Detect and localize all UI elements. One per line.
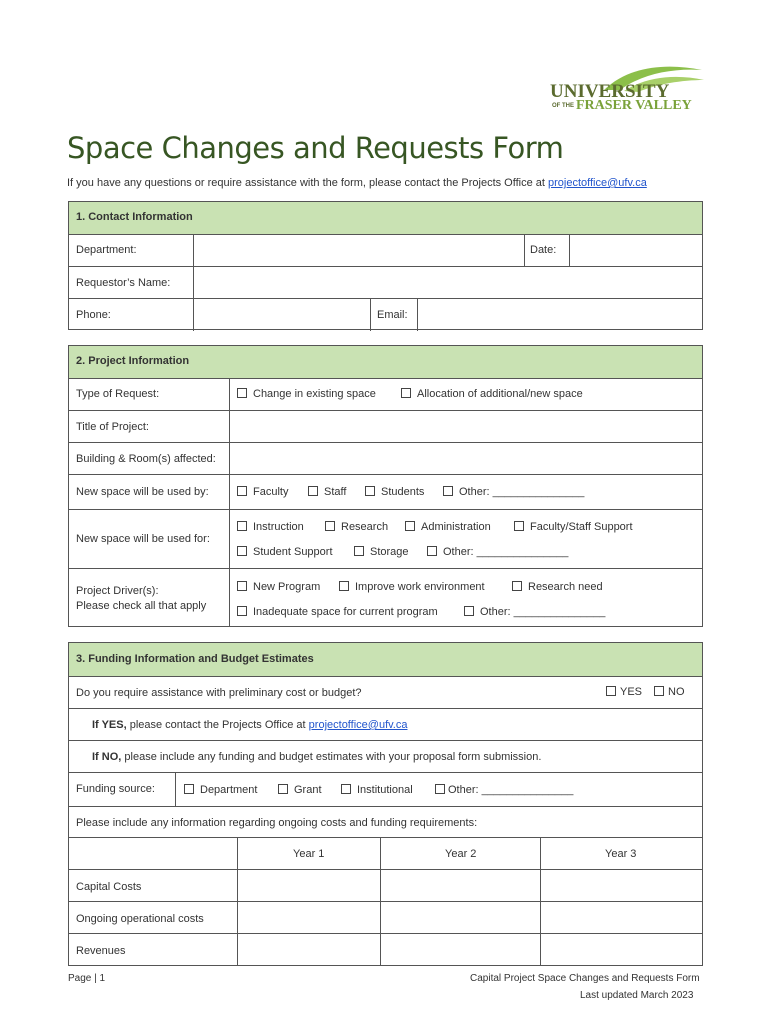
logo-university: UNIVERSITY <box>550 81 670 102</box>
option-faculty[interactable] <box>237 486 288 498</box>
option-research-need[interactable] <box>512 581 603 593</box>
option-label: YES <box>620 686 643 698</box>
assistance-question: Do you require assistance with preliminary cost or budget? <box>76 687 362 699</box>
option-instruction[interactable] <box>237 521 304 533</box>
row-assistance <box>69 676 702 708</box>
phone-field[interactable] <box>194 299 370 330</box>
used-by-label: New space will be used by: <box>76 486 209 498</box>
intro-email-link[interactable]: projectoffice@ufv.ca <box>548 177 647 189</box>
option-label: Storage <box>370 546 409 558</box>
option-label: Students <box>381 486 425 498</box>
checkbox[interactable] <box>514 521 524 531</box>
checkbox[interactable] <box>443 486 453 496</box>
option-students[interactable] <box>365 486 424 498</box>
option-label: Research <box>341 521 389 533</box>
section3-heading: 3. Funding Information and Budget Estimates <box>76 653 314 665</box>
option-label: Other: _______________ <box>448 784 574 796</box>
row-type-of-request <box>69 378 702 410</box>
option-new-program[interactable] <box>237 581 320 593</box>
option-label: Instruction <box>253 521 304 533</box>
option-label: Inadequate space for current program <box>253 606 438 618</box>
section1-header <box>69 202 702 235</box>
option-label: Research need <box>528 581 603 593</box>
type-label: Type of Request: <box>76 388 160 400</box>
option-label: Improve work environment <box>355 581 485 593</box>
checkbox[interactable] <box>278 784 288 794</box>
checkbox[interactable] <box>354 546 364 556</box>
footer-updated: Last updated March 2023 <box>580 990 694 1001</box>
option-allocation-new[interactable] <box>401 388 583 400</box>
budget-row-operational <box>69 901 702 933</box>
if-no-bold: If NO, <box>92 751 122 763</box>
option-label: Other: _______________ <box>459 486 585 498</box>
funding-label: Funding source: <box>76 783 155 795</box>
row-requestor <box>69 266 702 298</box>
option-department[interactable] <box>184 784 257 796</box>
date-label: Date: <box>530 244 557 256</box>
checkbox[interactable] <box>325 521 335 531</box>
email-field[interactable] <box>418 299 702 330</box>
option-research[interactable] <box>325 521 388 533</box>
department-label: Department: <box>76 244 137 256</box>
if-yes-bold: If YES, <box>92 719 127 731</box>
option-change-existing[interactable] <box>237 388 376 400</box>
option-administration[interactable] <box>405 521 491 533</box>
option-grant[interactable] <box>278 784 322 796</box>
row-used-for <box>69 509 702 568</box>
checkbox[interactable] <box>237 581 247 591</box>
footer-document-name: Capital Project Space Changes and Requests Form <box>470 973 700 984</box>
option-label: New Program <box>253 581 321 593</box>
row-ongoing-note <box>69 806 702 837</box>
option-label: Staff <box>324 486 347 498</box>
row-funding-source <box>69 772 702 806</box>
logo-fraser-valley: FRASER VALLEY <box>576 98 692 113</box>
option-label: Department <box>200 784 258 796</box>
option-used-for-other[interactable] <box>427 546 568 558</box>
row-building <box>69 442 702 474</box>
option-improve-environment[interactable] <box>339 581 485 593</box>
option-used-by-other[interactable] <box>443 486 584 498</box>
row-phone <box>69 298 702 330</box>
drivers-sublabel: Please check all that apply <box>76 600 207 612</box>
project-information-table <box>68 345 703 627</box>
checkbox[interactable] <box>512 581 522 591</box>
option-label: Administration <box>421 521 491 533</box>
logo-of-the: OF THE <box>552 103 574 109</box>
requestor-field[interactable] <box>194 267 702 298</box>
if-no-sentence: please include any funding and budget estimates with your proposal form submission. <box>121 751 542 763</box>
option-label: Other: _______________ <box>443 546 569 558</box>
option-student-support[interactable] <box>237 546 333 558</box>
budget-row-capital <box>69 869 702 901</box>
section3-header <box>69 643 702 677</box>
option-label: Change in existing space <box>253 388 376 400</box>
row-used-by <box>69 474 702 509</box>
option-label: Faculty/Staff Support <box>530 521 633 533</box>
option-label: Faculty <box>253 486 289 498</box>
requestor-label: Requestor’s Name: <box>76 277 171 289</box>
row-if-yes <box>69 708 702 740</box>
option-storage[interactable] <box>354 546 409 558</box>
title-field[interactable] <box>230 411 702 442</box>
option-label: Student Support <box>253 546 333 558</box>
if-yes-sentence: please contact the Projects Office at <box>126 719 309 731</box>
department-field[interactable] <box>194 234 524 266</box>
revenues-label: Revenues <box>76 945 126 957</box>
if-no-text <box>92 751 541 763</box>
intro-sentence: If you have any questions or require assistance with the form, please contact the Projects Office at <box>67 177 548 189</box>
used-for-label: New space will be used for: <box>76 533 210 545</box>
building-label: Building & Room(s) affected: <box>76 453 216 465</box>
checkbox[interactable] <box>654 686 664 696</box>
checkbox[interactable] <box>401 388 411 398</box>
drivers-label: Project Driver(s): <box>76 585 159 597</box>
checkbox[interactable] <box>339 581 349 591</box>
checkbox[interactable] <box>341 784 351 794</box>
checkbox[interactable] <box>464 606 474 616</box>
phone-label: Phone: <box>76 309 111 321</box>
checkbox[interactable] <box>308 486 318 496</box>
checkbox[interactable] <box>184 784 194 794</box>
option-faculty-staff-support[interactable] <box>514 521 633 533</box>
budget-header-row <box>69 837 702 869</box>
checkbox[interactable] <box>237 521 247 531</box>
section2-heading: 2. Project Information <box>76 355 190 367</box>
row-if-no <box>69 740 702 772</box>
title-label: Title of Project: <box>76 421 149 433</box>
year-2-header: Year 2 <box>445 848 477 860</box>
ufv-logo <box>546 64 706 120</box>
option-label: Other: _______________ <box>480 606 606 618</box>
year-3-header: Year 3 <box>605 848 637 860</box>
option-yes[interactable] <box>606 686 642 698</box>
year-1-header: Year 1 <box>293 848 325 860</box>
operational-costs-label: Ongoing operational costs <box>76 913 204 925</box>
checkbox[interactable] <box>237 546 247 556</box>
budget-row-revenues <box>69 933 702 966</box>
date-field[interactable] <box>570 234 702 266</box>
intro-text <box>67 177 647 189</box>
checkbox[interactable] <box>237 606 247 616</box>
page-title: Space Changes and Requests Form <box>67 131 564 165</box>
checkbox[interactable] <box>237 388 247 398</box>
option-funding-other[interactable] <box>435 784 573 796</box>
building-field[interactable] <box>230 443 702 474</box>
row-department <box>69 234 702 266</box>
option-staff[interactable] <box>308 486 346 498</box>
option-no[interactable] <box>654 686 685 698</box>
option-label: Grant <box>294 784 322 796</box>
option-label: NO <box>668 686 685 698</box>
checkbox[interactable] <box>427 546 437 556</box>
checkbox[interactable] <box>365 486 375 496</box>
checkbox[interactable] <box>237 486 247 496</box>
row-project-drivers <box>69 568 702 627</box>
email-label: Email: <box>377 309 408 321</box>
if-yes-text <box>92 719 407 731</box>
funding-information-table <box>68 642 703 966</box>
option-institutional[interactable] <box>341 784 413 796</box>
checkbox[interactable] <box>606 686 616 696</box>
option-label: Institutional <box>357 784 413 796</box>
option-label: Allocation of additional/new space <box>417 388 583 400</box>
checkbox[interactable] <box>435 784 445 794</box>
section2-header <box>69 346 702 379</box>
row-title-of-project <box>69 410 702 442</box>
checkbox[interactable] <box>405 521 415 531</box>
section1-heading: 1. Contact Information <box>76 211 193 223</box>
if-yes-email-link[interactable]: projectoffice@ufv.ca <box>308 719 408 731</box>
capital-costs-label: Capital Costs <box>76 881 142 893</box>
page-number: Page | 1 <box>68 973 106 984</box>
option-inadequate-space[interactable] <box>237 606 438 618</box>
option-drivers-other[interactable] <box>464 606 605 618</box>
ongoing-note: Please include any information regarding ongoing costs and funding requirements: <box>76 817 478 829</box>
contact-information-table <box>68 201 703 330</box>
